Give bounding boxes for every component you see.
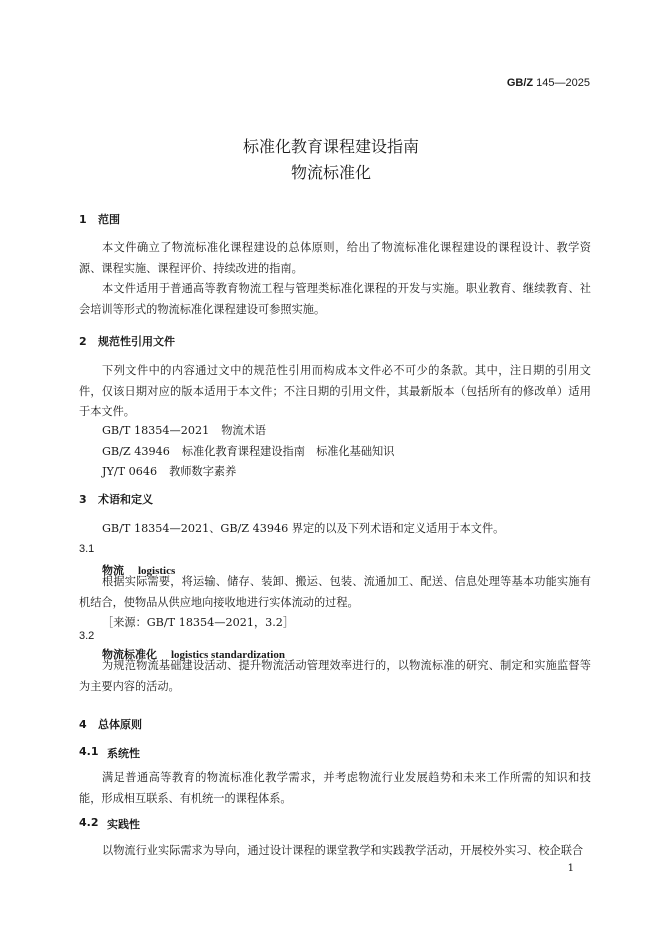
term-3-2-number: 3.2 — [79, 630, 95, 642]
reference-name: 标准化教育课程建设指南 标准化基础知识 — [181, 445, 395, 458]
section-3-heading — [79, 491, 153, 507]
page-number: 1 — [567, 863, 574, 874]
section-2-title: 规范性引用文件 — [98, 335, 175, 348]
reference-name: 教师数字素养 — [169, 465, 237, 478]
subsection-4-1-paragraph: 满足普通高等教育的物流标准化教学需求，并考虑物流行业发展趋势和未来工作所需的知识和技能，形成相互联系、有机统一的课程体系。 — [79, 771, 591, 805]
section-1-paragraph-2: 本文件适用于普通高等教育物流工程与管理类标准化课程的开发与实施。职业教育、继续教育、社会培训等形式的物流标准化课程建设可参照实施。 — [79, 282, 591, 316]
reference-code: JY/T 0646 — [102, 465, 158, 478]
section-2-number: 2 — [79, 335, 87, 348]
term-3-2-zh: 物流标准化 — [102, 648, 157, 661]
reference-code: GB/Z 43946 — [102, 445, 170, 458]
section-1-title: 范围 — [98, 213, 120, 226]
reference-item — [102, 443, 394, 459]
section-1-paragraph-1: 本文件确立了物流标准化课程建设的总体原则，给出了物流标准化课程建设的课程设计、教学资源、课程实施、课程评价、持续改进的指南。 — [79, 241, 591, 275]
document-subtitle: 物流标准化 — [290, 163, 371, 182]
subsection-4-2-title: 实践性 — [107, 818, 140, 831]
subsection-4-2-number: 4.2 — [79, 816, 99, 829]
term-3-1-en: logistics — [138, 565, 176, 577]
standard-code-number: 145—2025 — [536, 77, 590, 89]
standard-code-prefix: GB/Z — [506, 77, 534, 89]
section-3-paragraph: GB/T 18354—2021、GB/Z 43946 界定的以及下列术语和定义适用于本文件。 — [102, 522, 505, 535]
term-3-1-definition: 根据实际需要，将运输、储存、装卸、搬运、包装、流通加工、配送、信息处理等基本功能实施有机结合，使物品从供应地向接收地进行实体流动的过程。 — [79, 575, 591, 609]
section-1-number: 1 — [79, 213, 87, 226]
reference-item — [102, 422, 266, 438]
subsection-4-2-paragraph: 以物流行业实际需求为导向，通过设计课程的课堂教学和实践教学活动，开展校外实习、校企联合 — [102, 844, 584, 857]
section-2-heading — [79, 333, 175, 349]
reference-item — [102, 463, 236, 479]
section-3-number: 3 — [79, 493, 87, 506]
term-3-1-zh: 物流 — [102, 564, 124, 577]
section-2-paragraph: 下列文件中的内容通过文中的规范性引用而构成本文件必不可少的条款。其中，注日期的引用文件，仅该日期对应的版本适用于本文件；不注日期的引用文件，其最新版本（包括所有的修改单）适用于本文件。 — [79, 364, 591, 418]
subsection-4-1-number: 4.1 — [79, 745, 99, 758]
term-3-2-definition: 为规范物流基础建设活动、提升物流活动管理效率进行的，以物流标准的研究、制定和实施监督等为主要内容的活动。 — [79, 659, 591, 693]
reference-name: 物流术语 — [221, 424, 266, 437]
document-title: 标准化教育课程建设指南 — [242, 137, 419, 156]
section-1-heading — [79, 211, 120, 227]
section-4-title: 总体原则 — [98, 718, 142, 731]
section-3-title: 术语和定义 — [98, 493, 153, 506]
section-4-number: 4 — [79, 718, 87, 731]
term-3-1-source: ［来源：GB/T 18354—2021，3.2］ — [102, 616, 295, 629]
term-3-1-number: 3.1 — [79, 543, 95, 555]
reference-code: GB/T 18354—2021 — [102, 424, 210, 437]
section-4-heading — [79, 716, 142, 732]
standard-number — [507, 77, 590, 89]
term-3-2-en: logistics standardization — [171, 649, 285, 661]
subsection-4-1-title: 系统性 — [107, 747, 140, 760]
